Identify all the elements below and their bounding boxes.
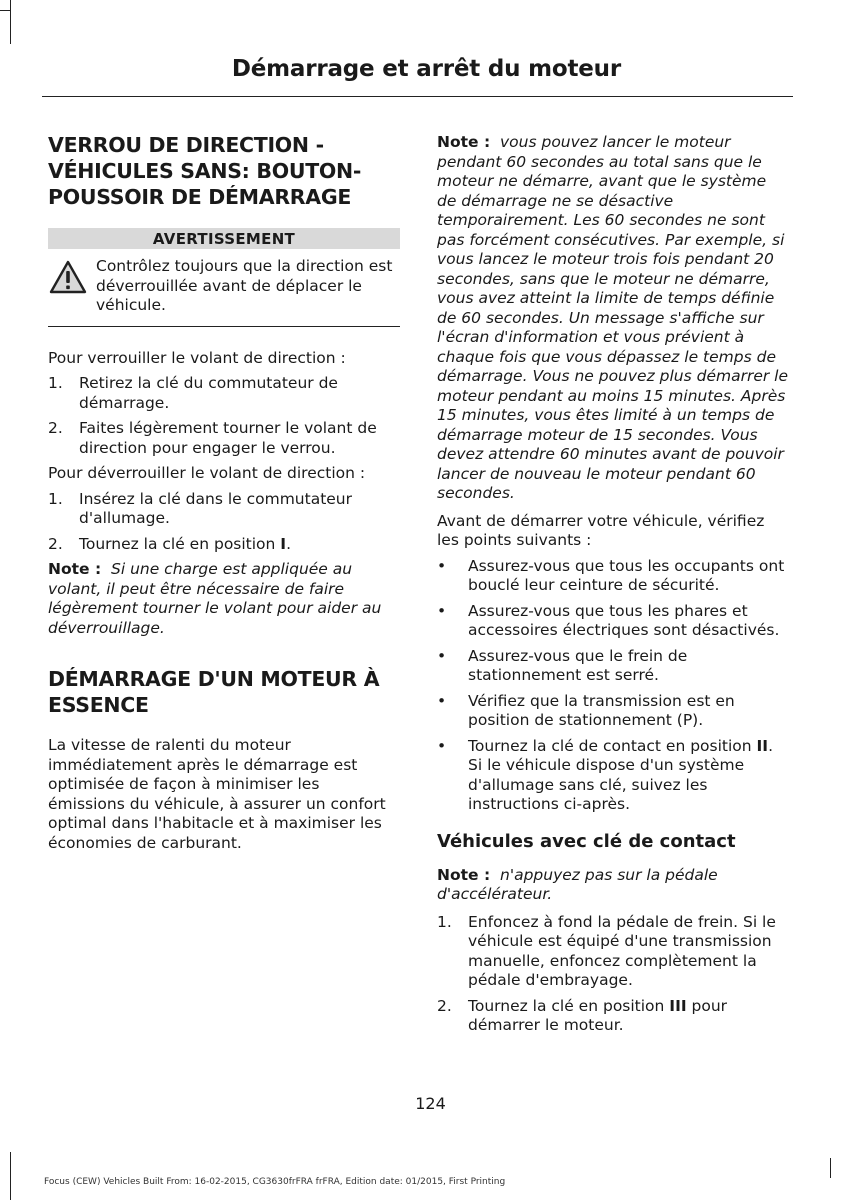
step-text: Enfoncez à fond la pédale de frein. Si le véhicule est équipé d'une transmission manuelle, enfoncez complètement la pédale d'embrayage. bbox=[468, 912, 776, 989]
note-text: Si une charge est appliquée au volant, il peut être nécessaire de faire légèrement tourner le volant pour aider au déverrouillage. bbox=[48, 560, 382, 637]
bullet-text: Assurez-vous que tous les phares et accessoires électriques sont désactivés. bbox=[468, 601, 780, 639]
page-number: 124 bbox=[415, 1094, 446, 1113]
warning-text: Contrôlez toujours que la direction est déverrouillée avant de déplacer le véhicule. bbox=[96, 257, 393, 314]
bullet-text-part: . Si le véhicule dispose d'un système d'allumage sans clé, suivez les instructions ci-après. bbox=[468, 736, 774, 813]
note-steering-load bbox=[48, 560, 400, 638]
bullet-text: Assurez-vous que tous les occupants ont bouclé leur ceinture de sécurité. bbox=[468, 556, 785, 594]
step-text-part: Tournez la clé en position bbox=[79, 534, 281, 553]
lock-intro: Pour verrouiller le volant de direction : bbox=[48, 348, 346, 367]
before-start-intro: Avant de démarrer votre véhicule, vérifiez les points suivants : bbox=[437, 511, 765, 549]
bullet-text bbox=[468, 737, 789, 815]
crop-mark-top-left-h bbox=[0, 10, 10, 11]
step-text: Retirez la clé du commutateur de démarrage. bbox=[79, 374, 338, 412]
bullet-text: Assurez-vous que le frein de stationnement est serré. bbox=[468, 646, 688, 684]
bullet-text-part: Tournez la clé de contact en position bbox=[468, 736, 757, 755]
footer-print-info: Focus (CEW) Vehicles Built From: 16-02-2015, CG3630frFRA frFRA, Edition date: 01/2015, First Printing bbox=[44, 1177, 506, 1187]
crop-mark-bottom-right-v bbox=[830, 1158, 831, 1178]
step-text: Faites légèrement tourner le volant de direction pour engager le verrou. bbox=[79, 419, 377, 457]
subheading-key-vehicles: Véhicules avec clé de contact bbox=[437, 830, 736, 852]
step-text-part: pour démarrer le moteur. bbox=[468, 996, 728, 1034]
warning-triangle-icon bbox=[48, 257, 96, 316]
note-label: Note : bbox=[437, 133, 491, 151]
list-item bbox=[437, 997, 789, 1036]
right-column bbox=[437, 133, 789, 1042]
note-text: vous pouvez lancer le moteur pendant 60 secondes au total sans que le moteur ne démarre, avant que le système de démarrage ne se désactive temporairement. Les 60 secondes ne sont pas forcément consécutives. Par exemple, si vous lancez le moteur trois fois pendant 20 secondes, sans que le moteur ne démarre, vous avez atteint la limite de temps définie de 60 secondes. Un message s'affiche sur l'écran d'information et vous prévient à chaque fois que vous dépassez le temps de démarrage. Vous ne pouvez plus démarrer le moteur pendant au moins 15 minutes. Après 15 minutes, vous êtes limité à un temps de démarrage moteur de 15 secondes. Vous devez attendre 60 minutes avant de pouvoir lancer de nouveau le moteur pendant 60 secondes. bbox=[437, 133, 789, 502]
note-cranking-limit bbox=[437, 133, 789, 504]
warning-title: AVERTISSEMENT bbox=[48, 228, 400, 249]
start-steps-list bbox=[437, 913, 789, 1036]
note-text: n'appuyez pas sur la pédale d'accélérateur. bbox=[437, 865, 718, 903]
step-text-part: Tournez la clé en position bbox=[468, 996, 670, 1015]
list-item bbox=[437, 602, 789, 641]
page-header-title: Démarrage et arrêt du moteur bbox=[231, 56, 621, 82]
bullet: • bbox=[437, 691, 447, 710]
list-item bbox=[48, 535, 400, 555]
note-accelerator bbox=[437, 866, 789, 905]
key-position-label: I bbox=[280, 534, 287, 553]
list-item bbox=[48, 490, 400, 529]
step-number: 2. bbox=[48, 419, 63, 437]
warning-box bbox=[48, 228, 400, 327]
list-item bbox=[437, 737, 789, 815]
list-item bbox=[437, 692, 789, 731]
step-number: 1. bbox=[48, 489, 63, 508]
checklist bbox=[437, 557, 789, 815]
list-item bbox=[48, 419, 400, 458]
key-position-label: II bbox=[756, 736, 769, 755]
header-divider bbox=[42, 96, 793, 97]
step-number: 1. bbox=[48, 374, 63, 392]
unlock-intro: Pour déverrouiller le volant de direction : bbox=[48, 464, 366, 482]
section-heading-steering-lock: VERROU DE DIRECTION - VÉHICULES SANS: BOUTON-POUSSOIR DE DÉMARRAGE bbox=[48, 133, 362, 209]
note-label: Note : bbox=[437, 865, 491, 884]
note-label: Note : bbox=[48, 560, 102, 578]
left-column bbox=[48, 132, 400, 853]
step-number: 1. bbox=[437, 912, 452, 931]
bullet: • bbox=[437, 736, 447, 755]
idle-speed-paragraph: La vitesse de ralenti du moteur immédiatement après le démarrage est optimisée de façon à minimiser les émissions du véhicule, à assurer un confort optimal dans l'habitacle et à maximiser les économies de carburant. bbox=[48, 736, 386, 852]
step-text bbox=[79, 535, 400, 555]
crop-mark-bottom-left-v bbox=[10, 1152, 11, 1200]
step-number: 2. bbox=[437, 996, 452, 1015]
list-item bbox=[48, 374, 400, 413]
list-item bbox=[437, 557, 789, 596]
step-text: Insérez la clé dans le commutateur d'allumage. bbox=[79, 489, 353, 527]
lock-steps-list bbox=[48, 374, 400, 458]
bullet: • bbox=[437, 556, 447, 575]
bullet: • bbox=[437, 646, 447, 665]
unlock-steps-list bbox=[48, 490, 400, 555]
warning-body bbox=[48, 249, 400, 327]
step-text bbox=[468, 997, 789, 1036]
crop-mark-top-left-v bbox=[10, 0, 11, 44]
bullet: • bbox=[437, 601, 447, 620]
list-item bbox=[437, 647, 789, 686]
list-item bbox=[437, 913, 789, 991]
key-position-label: III bbox=[669, 996, 687, 1015]
step-text-part: . bbox=[286, 534, 292, 553]
bullet-text: Vérifiez que la transmission est en position de stationnement (P). bbox=[468, 691, 735, 729]
step-number: 2. bbox=[48, 534, 63, 553]
section-heading-petrol-start: DÉMARRAGE D'UN MOTEUR À ESSENCE bbox=[48, 667, 380, 717]
